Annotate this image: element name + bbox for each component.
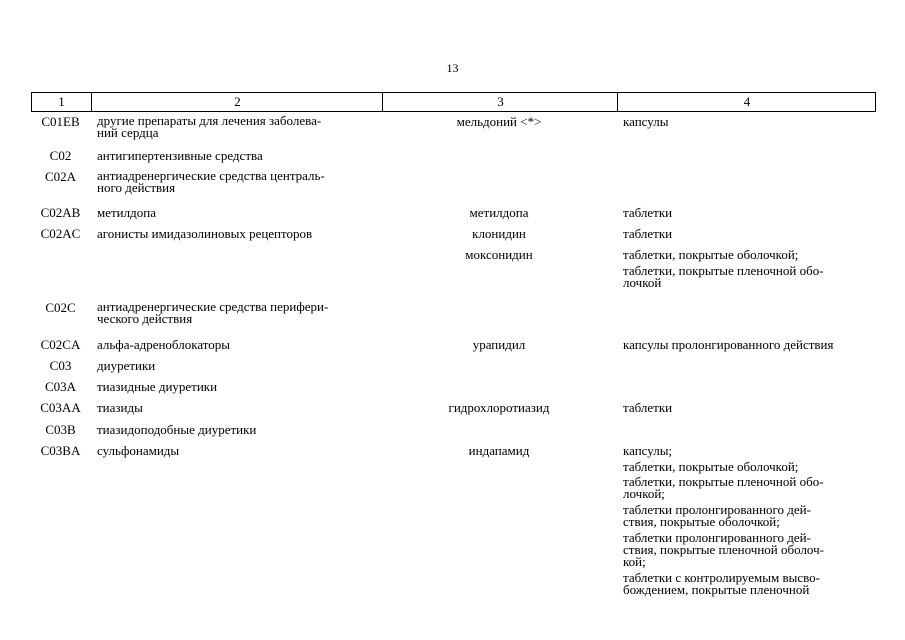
- drug-name: метилдопа: [469, 205, 529, 220]
- dosage-forms: [623, 227, 883, 241]
- table-body: [0, 115, 905, 604]
- table-row: [0, 359, 905, 380]
- atc-code: C02C: [45, 300, 76, 315]
- atc-code: C03BA: [40, 443, 81, 458]
- dosage-forms: [623, 401, 883, 415]
- table-row: [0, 227, 905, 248]
- atc-group-name: другие препараты для лечения заболева- ний сердца: [97, 113, 322, 140]
- table-row: [0, 248, 905, 301]
- atc-code: C02AC: [40, 226, 81, 241]
- atc-group-name: альфа-адреноблокаторы: [97, 337, 231, 352]
- atc-code: C03AA: [40, 400, 81, 415]
- atc-code: C01EB: [41, 114, 80, 129]
- header-col-3: 3: [382, 93, 618, 111]
- table-row: [0, 301, 905, 338]
- table-row: [0, 423, 905, 444]
- atc-group-name: тиазиды: [97, 400, 143, 415]
- dosage-forms: [623, 248, 883, 289]
- atc-group-name: агонисты имидазолиновых рецепторов: [97, 226, 313, 241]
- dosage-forms: [623, 115, 883, 129]
- dosage-forms: [623, 444, 883, 596]
- drug-name: мельдоний <*>: [456, 114, 542, 129]
- dosage-form: таблетки: [623, 226, 673, 241]
- dosage-form: таблетки пролонгированного дей- ствия, покрытые оболочкой;: [623, 502, 811, 529]
- dosage-form: капсулы;: [623, 443, 673, 458]
- dosage-form: таблетки: [623, 400, 673, 415]
- table-row: [0, 380, 905, 401]
- atc-code: C03A: [44, 379, 77, 394]
- dosage-form: капсулы пролонгированного действия: [623, 337, 834, 352]
- atc-code: C03B: [45, 422, 76, 437]
- dosage-forms: [623, 338, 883, 352]
- table-row: [0, 338, 905, 359]
- table-row: [0, 149, 905, 170]
- dosage-forms: [623, 206, 883, 220]
- header-col-2: 2: [91, 93, 383, 111]
- drug-name: моксонидин: [465, 247, 533, 262]
- header-col-4: 4: [617, 93, 876, 111]
- atc-group-name: метилдопа: [97, 205, 156, 220]
- atc-code: C02: [49, 148, 72, 163]
- atc-code: C02AB: [40, 205, 81, 220]
- drug-name: клонидин: [472, 226, 526, 241]
- drug-name: урапидил: [472, 337, 526, 352]
- atc-group-name: антиадренергические средства централь- ного действия: [97, 168, 325, 195]
- dosage-form: таблетки с контролируемым высво- бождением, покрытые пленочной: [623, 570, 820, 597]
- atc-group-name: тиазидные диуретики: [97, 379, 218, 394]
- table-row: [0, 115, 905, 149]
- dosage-form: таблетки, покрытые пленочной обо- лочкой;: [623, 474, 824, 501]
- atc-group-name: тиазидоподобные диуретики: [97, 422, 257, 437]
- dosage-form: таблетки, покрытые пленочной обо- лочкой: [623, 263, 824, 290]
- dosage-form: таблетки: [623, 205, 673, 220]
- atc-group-name: антигипертензивные средства: [97, 148, 263, 163]
- atc-group-name: антиадренергические средства перифери- ческого действия: [97, 299, 329, 326]
- dosage-form: таблетки, покрытые оболочкой;: [623, 247, 799, 262]
- dosage-form: таблетки, покрытые оболочкой;: [623, 459, 799, 474]
- atc-code: C02CA: [40, 337, 81, 352]
- table-row: [0, 170, 905, 206]
- dosage-form: таблетки пролонгированного дей- ствия, покрытые пленочной оболоч- кой;: [623, 530, 824, 569]
- page-number: 13: [446, 61, 459, 75]
- table-row: [0, 444, 905, 604]
- header-col-1: 1: [58, 94, 65, 109]
- table-row: [0, 401, 905, 423]
- drug-name: гидрохлоротиазид: [448, 400, 550, 415]
- dosage-form: капсулы: [623, 114, 669, 129]
- atc-group-name: диуретики: [97, 358, 156, 373]
- table-header: [31, 92, 876, 112]
- atc-group-name: сульфонамиды: [97, 443, 180, 458]
- drug-name: индапамид: [468, 443, 530, 458]
- table-row: [0, 206, 905, 227]
- atc-code: C02A: [44, 169, 77, 184]
- atc-code: C03: [49, 358, 72, 373]
